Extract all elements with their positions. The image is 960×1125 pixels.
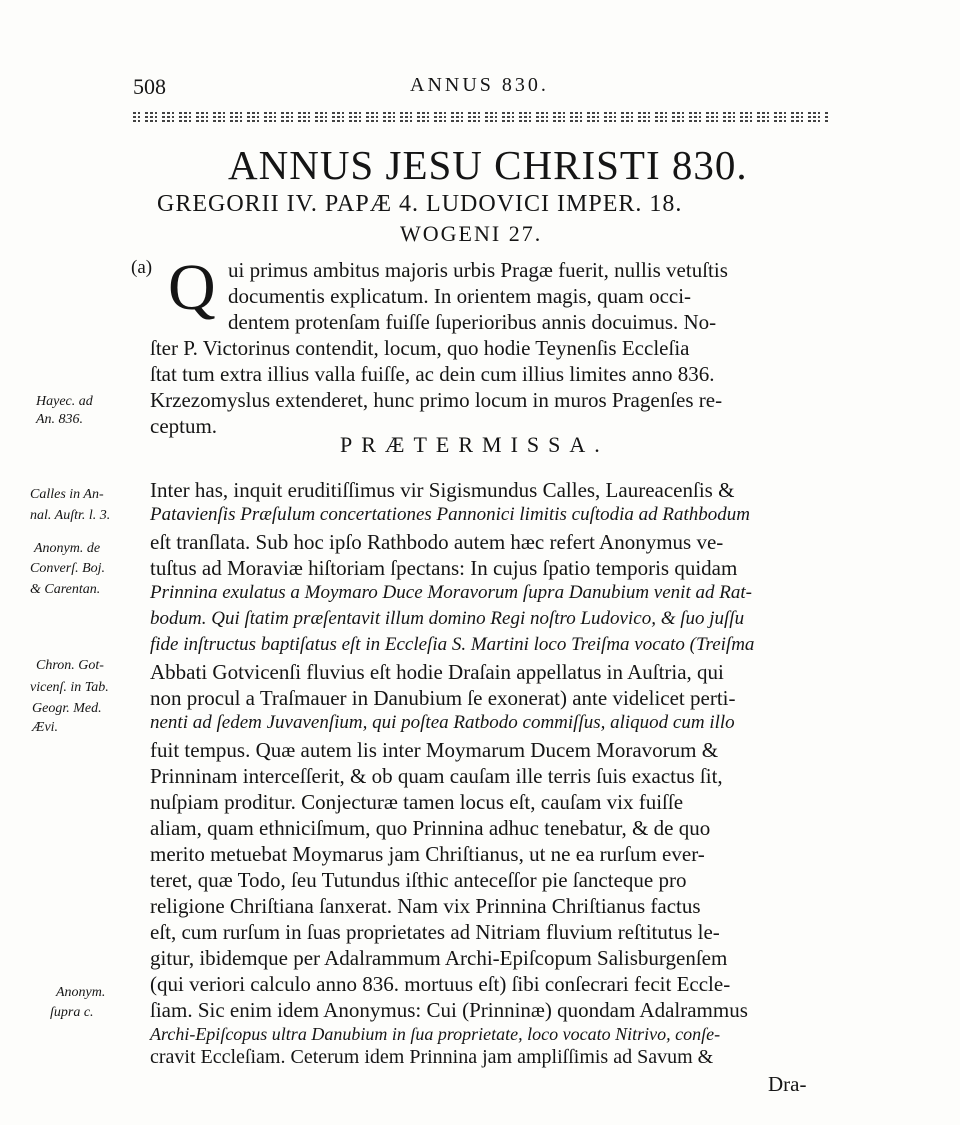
para2-line: fuit tempus. Quæ autem lis inter Moymarum Ducem Moravorum &	[150, 738, 719, 762]
margin-note: Chron. Got-	[36, 658, 104, 673]
para2-line: Abbati Gotvicenſi fluvius eſt hodie Draſain appellatus in Auſtria, qui	[150, 660, 724, 684]
page-number: 508	[133, 74, 166, 99]
margin-note: Anonym. de	[34, 541, 101, 556]
margin-note: Anonym.	[56, 985, 106, 1000]
para2-line: Prinnina exulatus a Moymaro Duce Moravorum ſupra Danubium venit ad Rat-	[150, 582, 752, 603]
para2-line: religione Chriſtiana ſanxerat. Nam vix Prinnina Chriſtianus factus	[150, 894, 701, 918]
para2-line: bodum. Qui ſtatim præſentavit illum domino Regi noſtro Ludovico, & ſuo juſſu	[150, 608, 745, 629]
margin-note: Hayec. ad	[36, 394, 93, 409]
para1-line: ſter P. Victorinus contendit, locum, quo hodie Teynenſis Eccleſia	[150, 336, 690, 360]
para1-line: ceptum.	[150, 414, 218, 438]
para1-line: Krzezomyslus extenderet, hunc primo locum in muros Pragenſes re-	[150, 388, 723, 412]
para2-line: cravit Eccleſiam. Ceterum idem Prinnina jam ampliſſimis ad Savum &	[150, 1046, 714, 1068]
para2-line: nuſpiam proditur. Conjecturæ tamen locus eſt, cauſam vix fuiſſe	[150, 790, 684, 814]
margin-note: Geogr. Med.	[32, 701, 102, 716]
catchword: Dra-	[768, 1072, 807, 1096]
margin-note: vicenſ. in Tab.	[30, 680, 109, 695]
para2-line: Prinninam interceſſerit, & ob quam cauſam ille terris ſuis exactus ſit,	[150, 764, 723, 788]
para2-line: aliam, quam ethniciſmum, quo Prinnina adhuc tenebatur, & de quo	[150, 816, 711, 840]
running-title: ANNUS 830.	[410, 74, 549, 96]
subtitle-wogeni-line: WOGENI 27.	[400, 221, 543, 246]
para2-line: merito metuebat Moymarus jam Chriſtianus, ut ne ea rurſum ever-	[150, 842, 705, 866]
margin-note: Ævi.	[32, 720, 59, 735]
para2-line: Inter has, inquit eruditiſſimus vir Sigismundus Calles, Laureacenſis &	[150, 478, 735, 502]
para2-line: (qui veriori calculo anno 836. mortuus eſt) ſibi conſecrari fecit Eccle-	[150, 972, 731, 996]
para2-line: nenti ad ſedem Juvavenſium, qui poſtea Ratbodo commiſſus, aliquod cum illo	[150, 712, 735, 733]
para1-line: ſtat tum extra illius valla fuiſſe, ac dein cum illius limites anno 836.	[150, 362, 715, 386]
section-heading: PRÆTERMISSA.	[340, 432, 609, 457]
para2-line: ſiam. Sic enim idem Anonymus: Cui (Prinninæ) quondam Adalrammus	[150, 998, 748, 1022]
para2-line: Archi-Epiſcopus ultra Danubium in ſua proprietate, loco vocato Nitrivo, conſe-	[150, 1024, 721, 1044]
para1-line: dentem protenſam fuiſſe ſuperioribus annis docuimus. No-	[228, 310, 717, 334]
para2-line: non procul a Traſmauer in Danubium ſe exonerat) ante videlicet perti-	[150, 686, 736, 710]
margin-note: Converſ. Boj.	[30, 561, 106, 576]
margin-note: ſupra c.	[50, 1005, 94, 1020]
margin-note: Calles in An-	[30, 487, 104, 502]
para2-line: eſt, cum rurſum in ſuas proprietates ad Nitriam fluvium reſtitutus le-	[150, 920, 720, 944]
para2-line: tuſtus ad Moraviæ hiſtoriam ſpectans: In cujus ſpatio temporis quidam	[150, 556, 738, 580]
para1-line: documentis explicatum. In orientem magis, quam occi-	[228, 284, 692, 308]
footnote-marker: (a)	[131, 257, 153, 278]
margin-note: An. 836.	[36, 412, 84, 427]
para1-line: ui primus ambitus majoris urbis Pragæ fuerit, nullis vetuſtis	[228, 258, 728, 282]
subtitle-reign-line: GREGORII IV. PAPÆ 4. LUDOVICI IMPER. 18.	[157, 191, 683, 217]
para2-line: Patavienſis Præſulum concertationes Pannonici limitis cuſtodia ad Rathbodum	[150, 504, 751, 525]
para2-line: eſt tranſlata. Sub hoc ipſo Rathbodo autem hæc refert Anonymus ve-	[150, 530, 724, 554]
margin-note: nal. Auſtr. l. 3.	[30, 508, 111, 523]
para2-line: fide inſtructus baptiſatus eſt in Eccleſia S. Martini loco Treiſma vocato (Treiſma	[150, 634, 755, 655]
para2-line: gitur, ibidemque per Adalrammum Archi-Epiſcopum Salisburgenſem	[150, 946, 728, 970]
drop-cap: Q	[168, 251, 216, 324]
page-title: ANNUS JESU CHRISTI 830.	[228, 142, 748, 188]
margin-note: & Carentan.	[30, 582, 101, 597]
para2-line: teret, quæ Todo, ſeu Tutundus iſthic anteceſſor pie ſancteque pro	[150, 868, 687, 892]
decorative-rule	[133, 112, 828, 124]
